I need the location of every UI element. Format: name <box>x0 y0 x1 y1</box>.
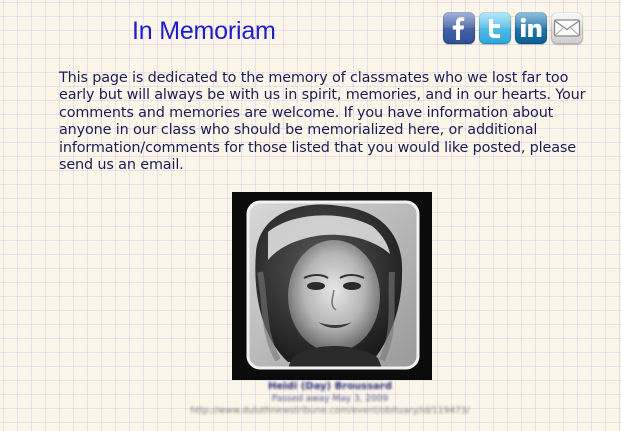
twitter-share-button[interactable] <box>479 12 511 44</box>
email-icon <box>553 18 581 38</box>
memorial-caption <box>120 380 540 417</box>
twitter-icon <box>484 16 506 40</box>
linkedin-share-button[interactable] <box>515 12 547 44</box>
facebook-icon <box>449 16 469 40</box>
intro-paragraph: This page is dedicated to the memory of classmates who we lost far too early but will always be with us in spirit, memories, and in our hearts. Your comments and memories are welcome. If you have information about anyone in our class who should be memorialized here, or additional information/comments for those listed that you would like posted, please send us an email. <box>59 70 586 174</box>
memorial-date: Passed away May 3, 2009 <box>271 394 389 404</box>
email-share-button[interactable] <box>551 12 583 44</box>
page-title: In Memoriam <box>132 17 276 45</box>
linkedin-icon <box>519 17 543 39</box>
facebook-share-button[interactable] <box>443 12 475 44</box>
obituary-link[interactable]: http://www.duluthnewstribune.com/event/obituary/id/119473/ <box>190 406 470 416</box>
memorial-photo <box>232 192 432 380</box>
share-bar <box>443 12 583 44</box>
memorial-name: Heidi (Day) Broussard <box>268 381 392 392</box>
